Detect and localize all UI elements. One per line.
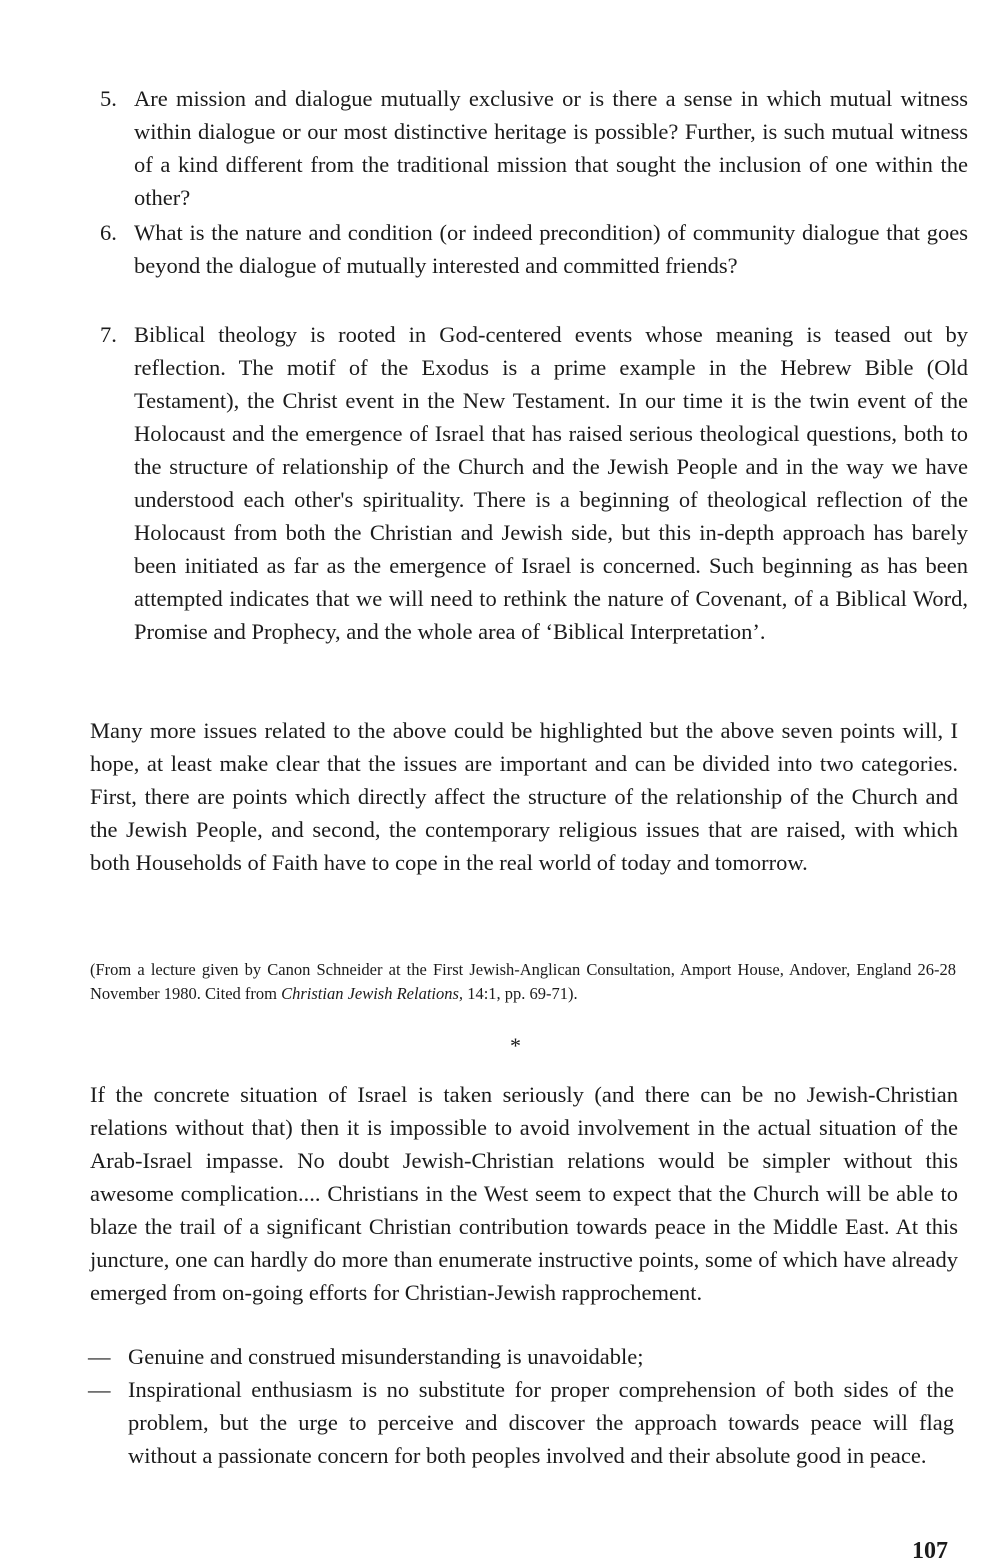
dash-item-text: Genuine and construed misunderstanding is unavoidable; [128,1344,644,1369]
dash-marker: — [88,1344,111,1369]
page-number: 107 [912,1538,948,1564]
dash-list-item [88,1340,954,1373]
dash-item-text: Inspirational enthusiasm is no substitute for proper comprehension of both sides of the problem, but the urge to perceive and discover the approach towards peace will flag without a passionate concern for both peoples involved and their absolute good in peace. [128,1377,954,1468]
list-item-7 [100,318,968,648]
list-item-5 [100,82,968,214]
citation-pages: 14:1, pp. 69-71). [463,984,578,1003]
citation-note [90,958,956,1006]
list-item-text: Biblical theology is rooted in God-centered events whose meaning is teased out by reflection. The motif of the Exodus is a prime example in the Hebrew Bible (Old Testament), the Christ event in the New Testament. In our time it is the twin event of the Holocaust and the emergence of Israel that has raised serious theological questions, both to the structure of relationship of the Church and the Jewish People and in the way we have understood each other's spirituality. There is a beginning of theological reflection of the Holocaust from both the Christian and Jewish side, but this in-depth approach has barely been initiated as far as the emergence of Israel is concerned. Such beginning as has been attempted indicates that we will need to rethink the nature of Covenant, of a Biblical Word, Promise and Prophecy, and the whole area of ‘Biblical Interpretation’. [134,322,968,644]
section-separator: * [510,1033,521,1058]
list-item-text: What is the nature and condition (or indeed precondition) of community dialogue that goes beyond the dialogue of mutually interested and committed friends? [134,220,968,278]
citation-text: (From a lecture given by Canon Schneider at the First Jewish-Anglican Consultation, Amport House, Andover, England 26-28 November 1980. Cited from [90,960,956,1003]
dash-marker: — [88,1377,111,1402]
list-item-number: 7. [100,322,117,347]
list-item-number: 6. [100,220,117,245]
list-item-6 [100,216,968,282]
list-item-number: 5. [100,86,117,111]
list-item-text: Are mission and dialogue mutually exclusive or is there a sense in which mutual witness within dialogue or our most distinctive heritage is possible? Further, is such mutual witness of a kind different from the traditional mission that sought the inclusion of one within the other? [134,86,968,210]
citation-title: Christian Jewish Relations, [281,984,464,1003]
summary-paragraph: Many more issues related to the above could be highlighted but the above seven points will, I hope, at least make clear that the issues are important and can be divided into two categories. First, there are points which directly affect the structure of the relationship of the Church and the Jewish People, and second, the contemporary religious issues that are raised, with which both Households of Faith have to cope in the real world of today and tomorrow. [90,718,958,875]
dash-list-item [88,1373,954,1472]
body-paragraph: If the concrete situation of Israel is taken seriously (and there can be no Jewish-Christian relations without that) then it is impossible to avoid involvement in the actual situation of the Arab-Israel impasse. No doubt Jewish-Christian relations would be simpler without this awesome complication.... Christians in the West seem to expect that the Church will be able to blaze the trail of a significant Christian contribution towards peace in the Middle East. At this juncture, one can hardly do more than enumerate instructive points, some of which have already emerged from on-going efforts for Christian-Jewish rapprochement. [90,1082,958,1305]
